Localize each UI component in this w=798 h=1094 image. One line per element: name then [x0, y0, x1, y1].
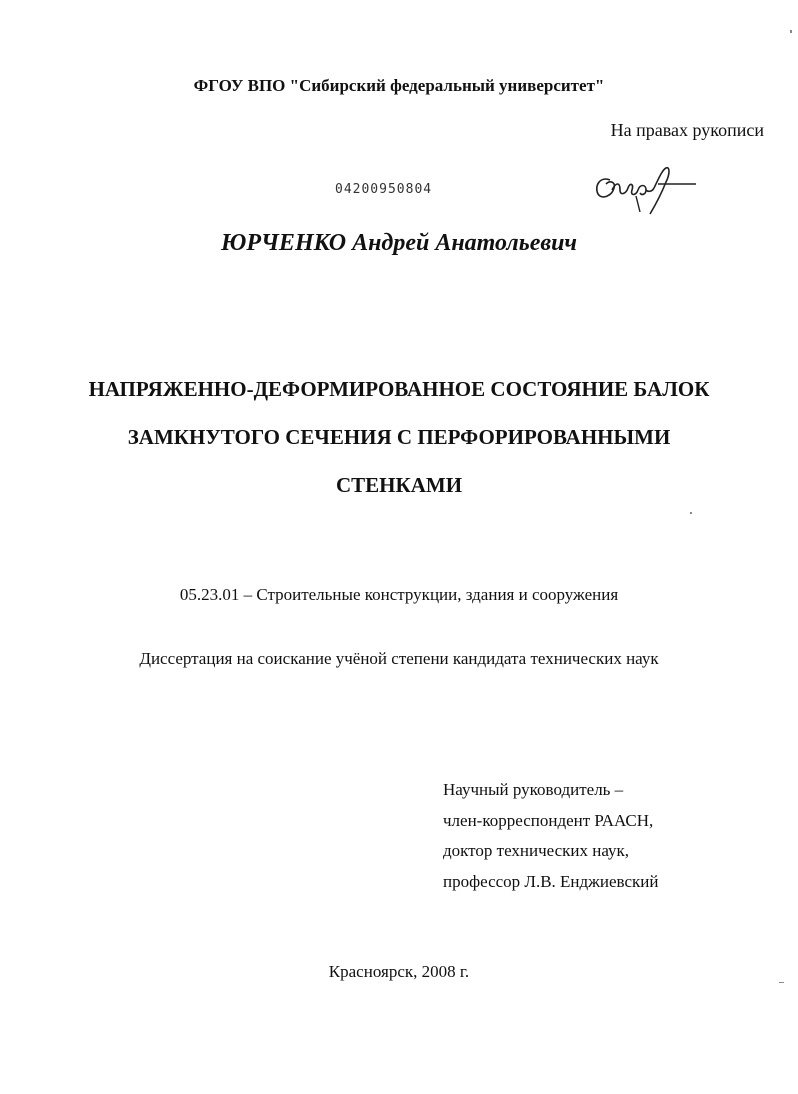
thesis-title-line-2: ЗАМКНУТОГО СЕЧЕНИЯ С ПЕРФОРИРОВАННЫМИ: [127, 425, 671, 449]
manuscript-rights-label: На правах рукописи: [610, 120, 764, 140]
institution-name: ФГОУ ВПО "Сибирский федеральный университет": [193, 76, 605, 95]
signature-image: [588, 160, 698, 222]
scan-speck: [690, 512, 692, 514]
specialty-code: 05.23.01 – Строительные конструкции, здания и сооружения: [179, 585, 619, 604]
supervisor-degree: доктор технических наук,: [443, 841, 630, 860]
place-and-year: Красноярск, 2008 г.: [328, 962, 470, 981]
author-name: ЮРЧЕНКО Андрей Анатольевич: [220, 230, 578, 256]
supervisor-membership: член-корреспондент РААСН,: [443, 810, 654, 830]
degree-statement: Диссертация на соискание учёной степени кандидата технических наук: [139, 649, 659, 668]
thesis-title-line-3: СТЕНКАМИ: [335, 473, 463, 497]
supervisor-name: профессор Л.В. Енджиевский: [443, 871, 659, 891]
supervisor-role: Научный руководитель –: [443, 780, 624, 799]
registration-code: 04200950804: [335, 182, 433, 197]
thesis-title-line-1: НАПРЯЖЕННО-ДЕФОРМИРОВАННОЕ СОСТОЯНИЕ БАЛОК: [88, 377, 710, 401]
supervisor-block: [443, 775, 659, 897]
scan-speck: [779, 982, 784, 983]
scan-speck: [790, 30, 792, 33]
